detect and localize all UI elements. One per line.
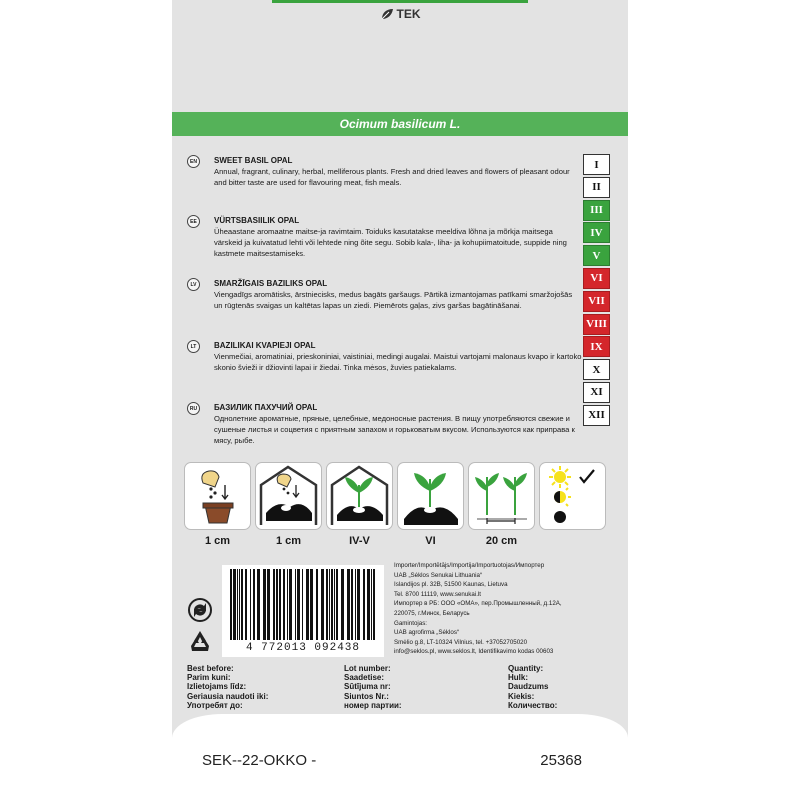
icon-label bbox=[539, 535, 606, 547]
month-cell: III bbox=[583, 200, 610, 221]
language-badge: LV bbox=[187, 278, 200, 291]
importer-line: UAB agrofirma „Sėklos“ bbox=[394, 629, 459, 637]
batch-number: 25368 bbox=[540, 752, 582, 769]
importer-line: UAB „Sėklos Senukai Lithuania“ bbox=[394, 571, 483, 579]
latin-name: Ocimum basilicum L. bbox=[339, 117, 461, 131]
month-calendar bbox=[583, 154, 610, 428]
lot-code: SEK--22-OKKO - bbox=[202, 752, 317, 769]
field-label: Sūtījuma nr: bbox=[344, 682, 391, 692]
field-label: Parim kuni: bbox=[187, 673, 231, 683]
section-text: Üheaastane aromaatne maitse-ja ravimtaim. Toiduks kasutatakse meeldiva lõhna ja mõrkja maitsega värskeid ja kuivatatud lehti või lehtede ning õite segu. Sobib kala-, liha- ja kohupiimatoitude, suppide ning kastmete maitsestamiseks. bbox=[214, 227, 567, 258]
field-label: Quantity: bbox=[508, 664, 544, 673]
field-label: Siuntos Nr.: bbox=[344, 691, 389, 701]
field-label: Daudzums bbox=[508, 682, 549, 692]
brand-logo bbox=[172, 4, 628, 24]
month-cell: IV bbox=[583, 222, 610, 243]
brand-name: TEK bbox=[396, 7, 421, 21]
language-badge: LT bbox=[187, 340, 200, 353]
month-cell: X bbox=[583, 359, 610, 380]
latin-name-banner bbox=[172, 112, 628, 136]
month-cell: VIII bbox=[583, 314, 610, 335]
month-cell: XII bbox=[583, 405, 610, 426]
field-label: номер партии: bbox=[344, 700, 402, 710]
icon-label: 1 cm bbox=[275, 535, 302, 547]
importer-line: 220075, г.Минск, Беларусь bbox=[394, 609, 470, 617]
leaf-logo-icon bbox=[380, 8, 394, 20]
icon-label: 20 cm bbox=[485, 535, 518, 547]
importer-info bbox=[394, 561, 624, 657]
section-title: SWEET BASIL OPAL bbox=[214, 156, 293, 165]
month-cell: XI bbox=[583, 382, 610, 403]
field-label: Izlietojams līdz: bbox=[187, 682, 247, 692]
section-title: SMARŽĪGAIS BAZILIKS OPAL bbox=[214, 279, 328, 288]
language-badge: RU bbox=[187, 402, 200, 415]
green-dot-icon bbox=[189, 599, 211, 621]
month-cell: VI bbox=[583, 268, 610, 289]
field-label: Количество: bbox=[508, 700, 558, 710]
plant-spacing-icon bbox=[468, 462, 535, 530]
language-badge: EE bbox=[187, 215, 200, 228]
section-title: БАЗИЛИК ПАХУЧИЙ OPAL bbox=[214, 403, 318, 412]
barcode-number: 4 772013 092438 bbox=[222, 640, 384, 656]
importer-line: info@seklos.pl, www.seklos.lt, Identifikavimo kodas 00603 bbox=[394, 648, 554, 656]
barcode-bars bbox=[228, 569, 378, 641]
month-cell: I bbox=[583, 154, 610, 175]
section-text: Annual, fragrant, culinary, herbal, melliferous plants. Fresh and dried leaves and flowers of pleasant odour and bitter taste are used for flavouring meat, fish meals. bbox=[214, 167, 570, 187]
growing-instructions-icons bbox=[184, 462, 616, 530]
lot-number-labels bbox=[344, 664, 402, 710]
importer-line: Smėlio g.8, LT-10324 Vilnius, tel. +37052705020 bbox=[394, 638, 528, 646]
month-cell: V bbox=[583, 245, 610, 266]
field-label: Употребят до: bbox=[187, 700, 243, 710]
month-cell: VII bbox=[583, 291, 610, 312]
icon-label: 1 cm bbox=[204, 535, 231, 547]
section-title: BAZILIKAI KVAPIEJI OPAL bbox=[214, 341, 316, 350]
sowing-depth-greenhouse-icon bbox=[255, 462, 322, 530]
quantity-labels bbox=[508, 664, 557, 710]
importer-line: Importer/Importētājs/Importija/Importuotojas/Импортер bbox=[394, 562, 545, 569]
icon-labels bbox=[184, 535, 616, 547]
transplant-greenhouse-icon bbox=[326, 462, 393, 530]
recycle-icon bbox=[191, 631, 209, 651]
recycling-marks bbox=[186, 598, 216, 667]
importer-line: Islandijos pl. 32B, 51500 Kaunas, Lietuva bbox=[394, 581, 508, 589]
top-green-strip bbox=[272, 0, 528, 3]
seed-packet-back bbox=[172, 0, 628, 800]
icon-label: IV-V bbox=[349, 535, 370, 547]
section-text: Однолетние ароматные, пряные, целебные, медоносные растения. В пищу употребляются свежие и сушеные листья и соцветия с приятным запахом и горьковатым вкусом. Используются как приправа к мясу, рыбе. bbox=[214, 414, 575, 445]
section-title: VÜRTSBASIILIK OPAL bbox=[214, 216, 300, 225]
field-label: Geriausia naudoti iki: bbox=[187, 691, 269, 701]
importer-line: Gamintojas: bbox=[394, 619, 428, 627]
transplant-outdoor-icon bbox=[397, 462, 464, 530]
field-label: Saadetise: bbox=[344, 673, 385, 683]
field-label: Best before: bbox=[187, 664, 234, 673]
importer-line: Tel. 8700 11119, www.senukai.lt bbox=[394, 590, 482, 598]
section-text: Vienmečiai, aromatiniai, prieskoniniai, vaistiniai, medingi augalai. Maistui vartojami malonaus kvapo ir kartoko skonio švieži ir džiovinti lapai ir žiedai. Tinka mėsos, žuvies patiekalams. bbox=[214, 352, 582, 372]
lot-code-area bbox=[172, 714, 628, 800]
language-badge: EN bbox=[187, 155, 200, 168]
month-cell: IX bbox=[583, 336, 610, 357]
icon-label: VI bbox=[425, 535, 436, 547]
sowing-depth-pot-icon bbox=[184, 462, 251, 530]
section-text: Viengadīgs aromātisks, ārstniecisks, medus bagāts garšaugs. Pārtikā izmantojamas patīkami smaržojošās un rūgtenās svaigas un kaltētas lapas un ziedi. Piemērots gaļas, zivs garšas bagātināšanai. bbox=[214, 290, 573, 310]
field-label: Lot number: bbox=[344, 664, 391, 673]
best-before-labels bbox=[187, 664, 268, 710]
importer-line: Импортер в РБ: ООО «ОМА», пер.Промышленный, д.12А, bbox=[394, 600, 562, 608]
field-label: Kiekis: bbox=[508, 691, 535, 701]
month-cell: II bbox=[583, 177, 610, 198]
field-label: Hulk: bbox=[508, 673, 528, 683]
sun-exposure-icon bbox=[539, 462, 606, 530]
